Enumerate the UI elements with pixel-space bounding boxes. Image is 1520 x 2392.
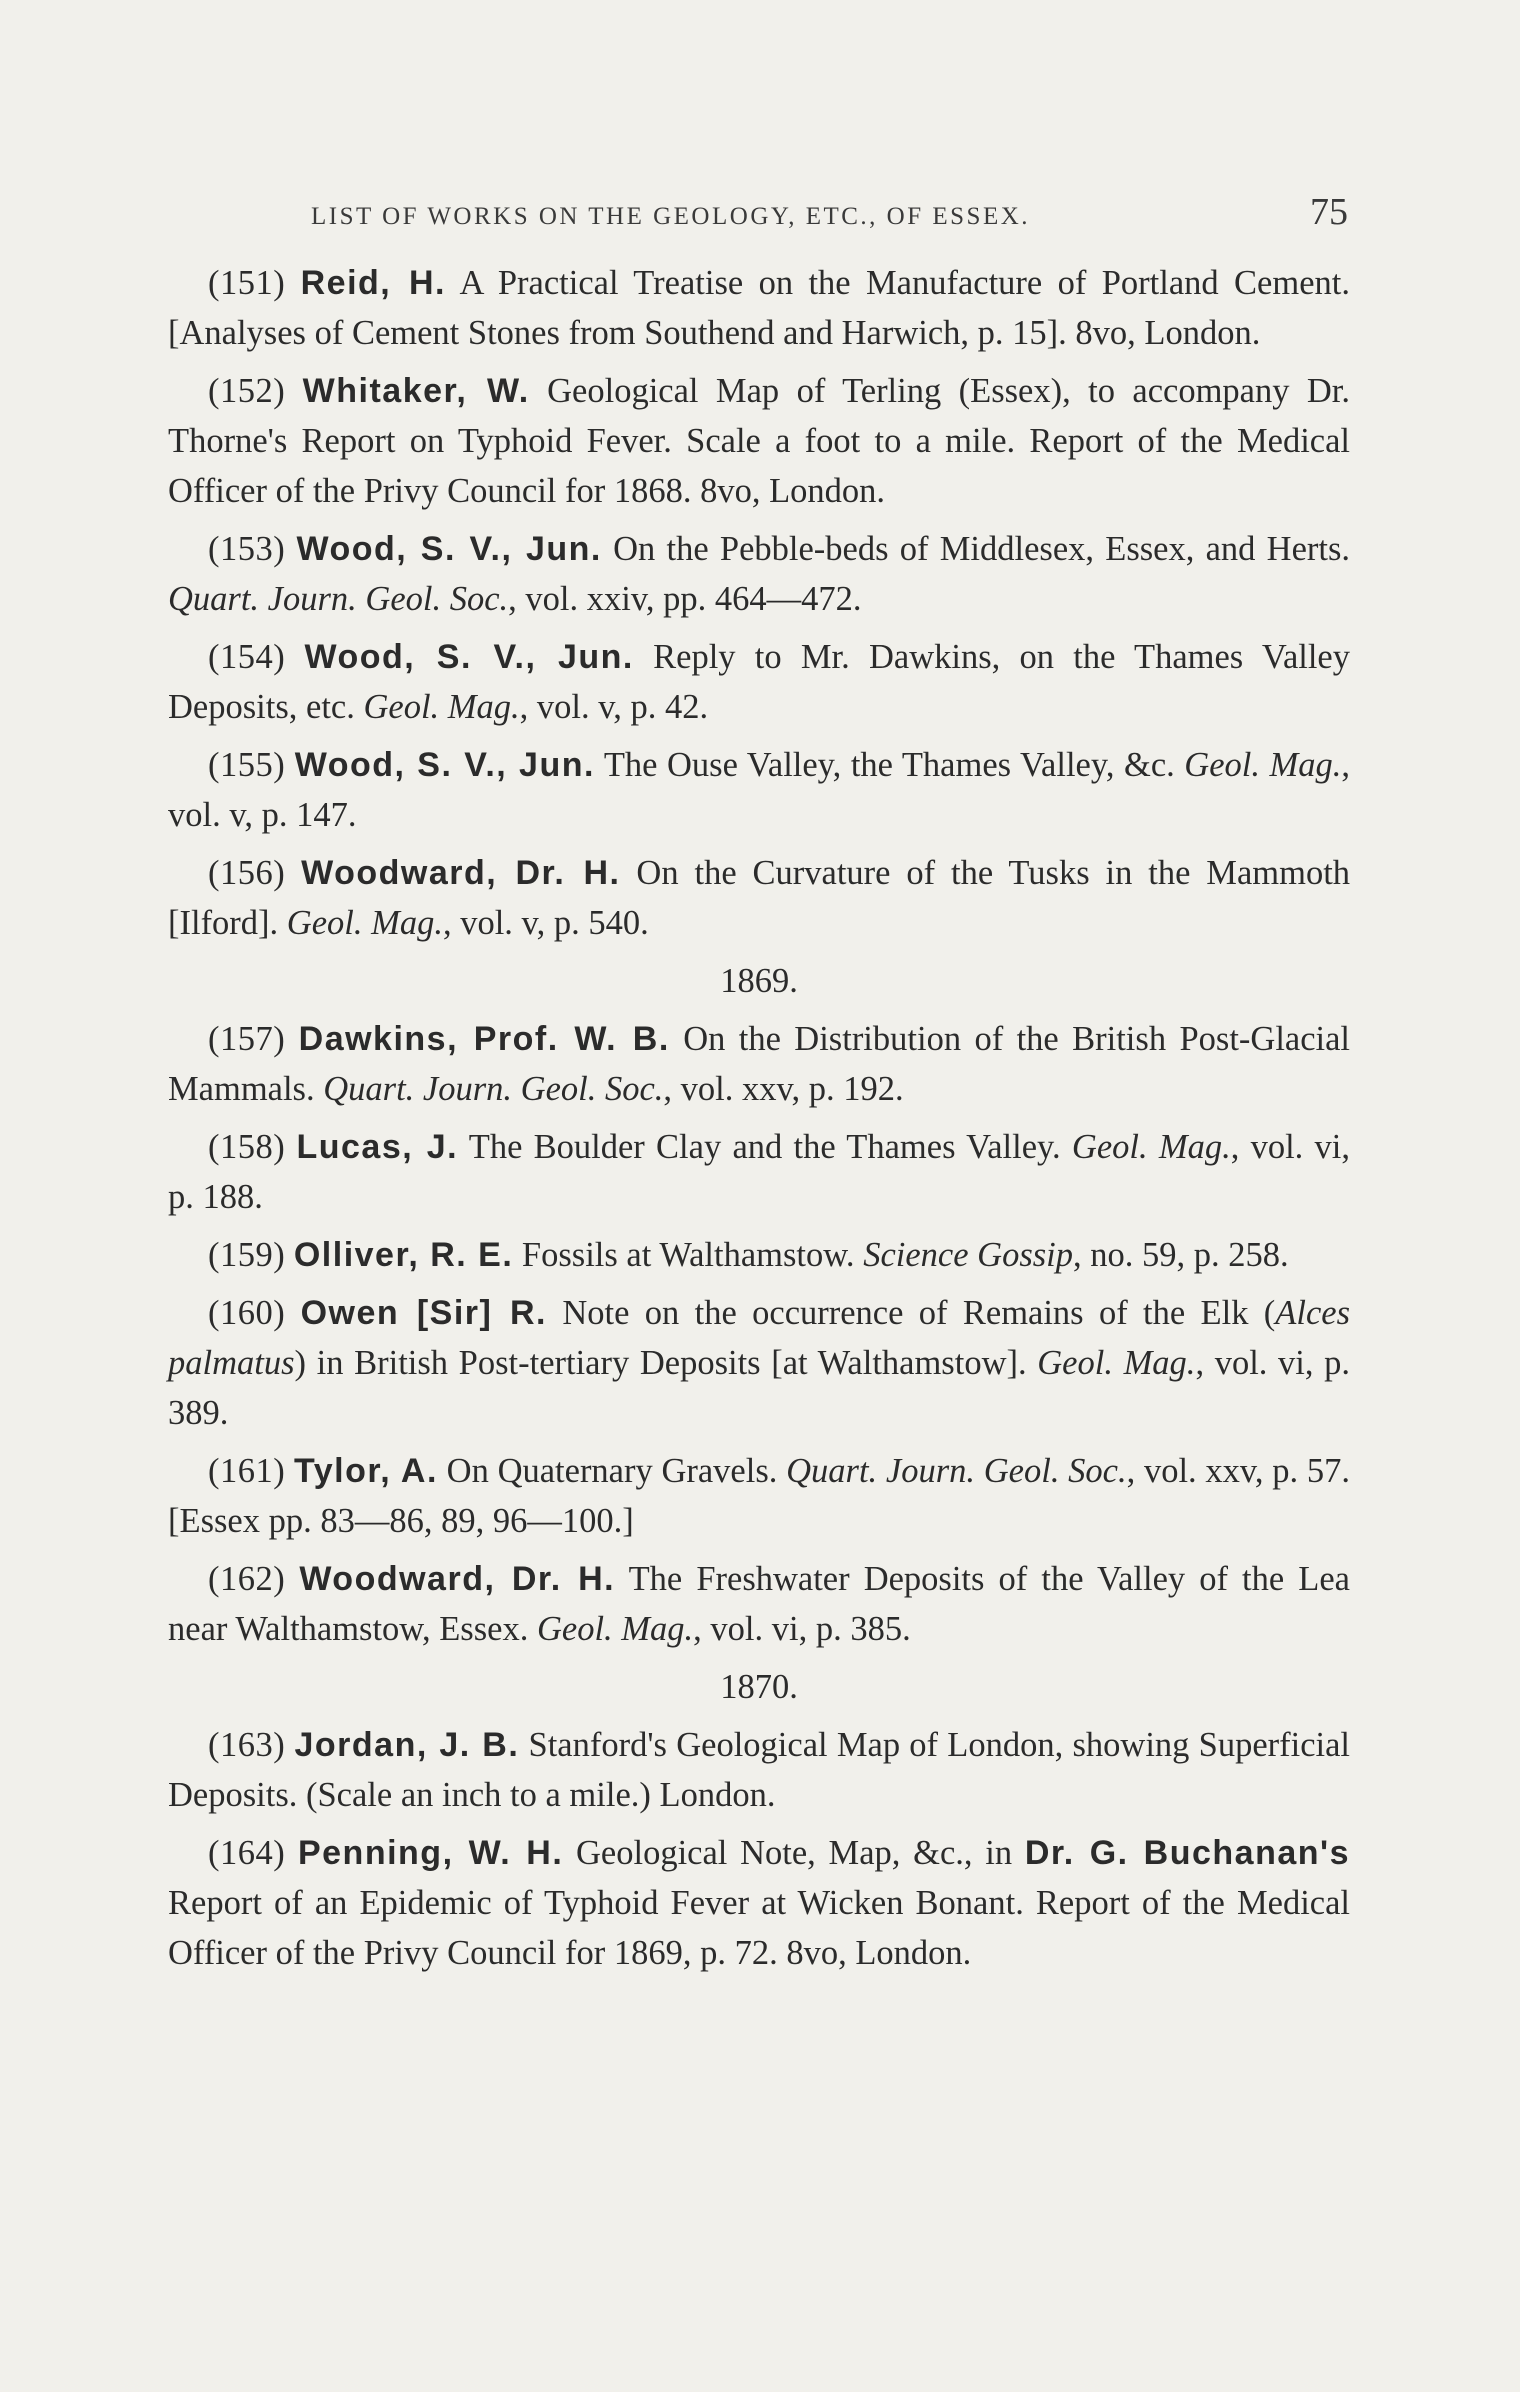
bibliography-entry (168, 848, 1350, 948)
bibliography-entry (168, 1288, 1350, 1438)
entry-author: Penning, W. H. (297, 1834, 564, 1872)
entries-1869 (168, 1014, 1350, 1654)
entry-title: Note on the occurrence of Remains of the Elk ( (562, 1294, 1276, 1332)
entry-title: Reply to Mr. Dawkins, on the Thames Valley Deposits, etc. (168, 638, 1350, 726)
entry-author: Reid, H. (300, 264, 446, 302)
entry-title-cont: ) in British Post-tertiary Deposits [at Walthamstow]. (294, 1344, 1027, 1382)
entry-journal: Geol. Mag. (1071, 1128, 1231, 1166)
entry-citation: , vol. xxiv, pp. 464—472. (508, 580, 862, 618)
bibliography-entry (168, 1230, 1350, 1280)
entry-title: The Ouse Valley, the Thames Valley, &c. (603, 746, 1175, 784)
entry-citation: , vol. vi, p. 389. (168, 1344, 1351, 1432)
entry-citation: , vol. xxv, p. 57. [Essex pp. 83—86, 89, 96—100.] (168, 1452, 1351, 1540)
entry-title: On Quaternary Gravels. (446, 1452, 778, 1490)
entry-author: Olliver, R. E. (293, 1236, 514, 1274)
bibliography-entry (168, 1828, 1350, 1978)
entry-citation: , vol. vi, p. 385. (693, 1610, 911, 1648)
bibliography-entry (168, 1720, 1350, 1820)
entry-citation: , vol. v, p. 42. (519, 688, 709, 726)
entry-number: (151) (208, 264, 286, 302)
entry-title: On the Pebble-beds of Middlesex, Essex, and Herts. (613, 530, 1351, 568)
entry-author: Owen [Sir] R. (300, 1294, 548, 1332)
year-heading-1869: 1869. (720, 962, 798, 1000)
entry-citation: , vol. v, p. 540. (442, 904, 649, 942)
entry-journal: Geol. Mag. (1184, 746, 1342, 784)
entry-number: (157) (208, 1020, 286, 1058)
entry-number: (155) (208, 746, 286, 784)
entry-title: On the Curvature of the Tusks in the Mammoth [Ilford]. (168, 854, 1351, 942)
bibliography-entry (168, 1122, 1350, 1222)
entry-citation: , vol. xxv, p. 192. (663, 1070, 904, 1108)
entry-author: Dawkins, Prof. W. B. (298, 1020, 670, 1058)
entry-number: (160) (208, 1294, 286, 1332)
entry-citation: , vol. v, p. 147. (168, 746, 1350, 834)
entry-bold-name: Dr. G. Buchanan's (1024, 1834, 1351, 1872)
entry-journal: Geol. Mag. (1037, 1344, 1196, 1382)
entry-title: The Freshwater Deposits of the Valley of the Lea near Walthamstow, Essex. (168, 1560, 1350, 1648)
entry-title: The Boulder Clay and the Thames Valley. (468, 1128, 1061, 1166)
entry-title: On the Distribution of the British Post-Glacial Mammals. (168, 1020, 1351, 1108)
entry-title: Geological Note, Map, &c., in (576, 1834, 1013, 1872)
entry-number: (159) (208, 1236, 286, 1274)
entry-journal: Quart. Journ. Geol. Soc. (786, 1452, 1127, 1490)
entry-title: Geological Map of Terling (Essex), to accompany Dr. Thorne's Report on Typhoid Fever. Scale a foot to a mile. Report of the Medical Officer of the Privy Council for 1868. 8vo, London. (168, 372, 1351, 510)
bibliography-entry (168, 632, 1350, 732)
entry-number: (158) (208, 1128, 286, 1166)
bibliography-entry (168, 1446, 1350, 1546)
page-number: 75 (1310, 191, 1348, 233)
page-header (168, 190, 1350, 234)
entry-title: A Practical Treatise on the Manufacture of Portland Cement. [Analyses of Cement Stones from Southend and Harwich, p. 15]. 8vo, London. (168, 264, 1350, 352)
entry-author: Wood, S. V., Jun. (304, 638, 634, 676)
entry-number: (164) (208, 1834, 286, 1872)
bibliography-entry (168, 1554, 1350, 1654)
entry-journal: Geol. Mag. (286, 904, 443, 942)
entry-journal: Quart. Journ. Geol. Soc. (323, 1070, 664, 1108)
entry-journal: Geol. Mag. (536, 1610, 694, 1648)
bibliography-entry (168, 524, 1350, 624)
entry-number: (153) (208, 530, 286, 568)
entry-journal: Geol. Mag. (363, 688, 520, 726)
entry-author: Wood, S. V., Jun. (296, 530, 602, 568)
bibliography-body (168, 258, 1350, 1986)
entry-title-cont: Report of an Epidemic of Typhoid Fever at Wicken Bonant. Report of the Medical Officer of the Privy Council for 1869, p. 72. 8vo, London. (168, 1884, 1350, 1972)
entry-author: Wood, S. V., Jun. (294, 746, 595, 784)
entry-citation: , vol. vi, p. 188. (168, 1128, 1351, 1216)
bibliography-entry (168, 740, 1350, 840)
bibliography-entry (168, 1014, 1350, 1114)
entry-journal: Science Gossip (863, 1236, 1074, 1274)
entry-title: Stanford's Geological Map of London, showing Superficial Deposits. (Scale an inch to a mile.) London. (168, 1726, 1351, 1814)
entry-author: Woodward, Dr. H. (301, 854, 621, 892)
entry-author: Whitaker, W. (302, 372, 530, 410)
entries-1868 (168, 258, 1350, 948)
entry-title: Fossils at Walthamstow. (521, 1236, 855, 1274)
entry-author: Jordan, J. B. (294, 1726, 520, 1764)
running-title: LIST OF WORKS ON THE GEOLOGY, ETC., OF ESSEX. (311, 203, 1031, 230)
entry-number: (161) (208, 1452, 286, 1490)
entry-number: (156) (208, 854, 286, 892)
bibliography-entry (168, 366, 1350, 516)
entry-number: (154) (208, 638, 286, 676)
bibliography-entry (168, 258, 1350, 358)
entry-journal: Quart. Journ. Geol. Soc. (168, 580, 509, 618)
year-heading-1870: 1870. (720, 1668, 798, 1706)
entry-number: (152) (208, 372, 286, 410)
entry-number: (162) (208, 1560, 286, 1598)
entry-author: Woodward, Dr. H. (299, 1560, 616, 1598)
entry-citation: , no. 59, p. 258. (1073, 1236, 1289, 1274)
entry-species: Alces palmatus (168, 1294, 1351, 1382)
entry-author: Lucas, J. (296, 1128, 459, 1166)
entry-number: (163) (208, 1726, 286, 1764)
entry-author: Tylor, A. (293, 1452, 438, 1490)
